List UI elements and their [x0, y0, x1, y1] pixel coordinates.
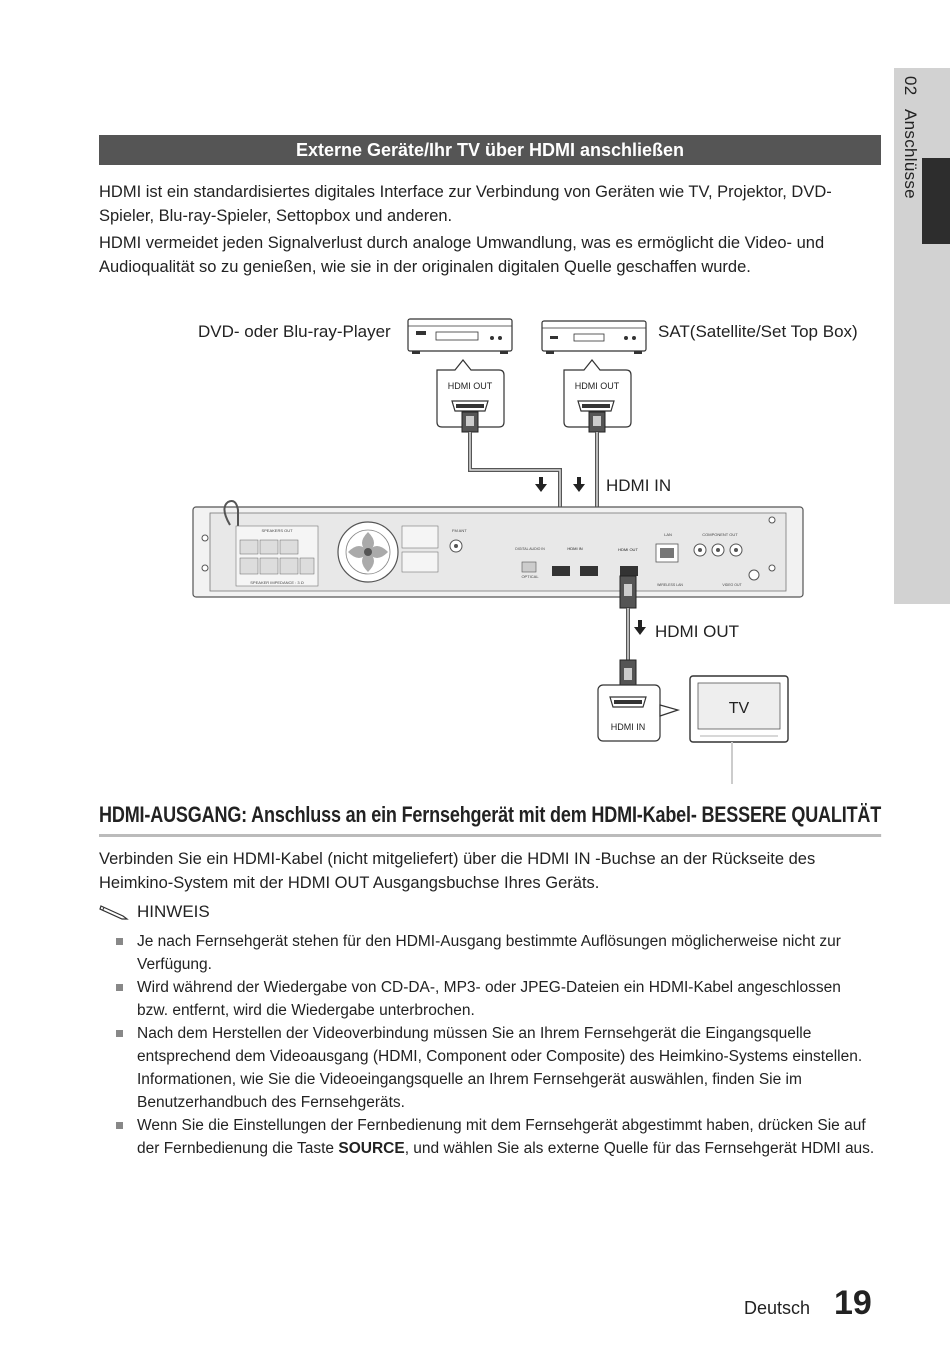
dvd-player-icon: [408, 319, 512, 354]
note-item: Wenn Sie die Einstellungen der Fernbedienung mit dem Fernsehgerät abgestimmt haben, drücken Sie auf der Fernbedienung die Taste SOURCE, und wählen Sie als externe Quelle für das Fernsehgerät HDMI aus.: [116, 1114, 876, 1160]
chapter-marker: [922, 158, 950, 244]
tv-icon: [690, 676, 788, 784]
wireless-lan-label: WIRELESS LAN: [657, 583, 683, 587]
lan-label: LAN: [664, 532, 672, 537]
intro-paragraph-1: HDMI ist ein standardisiertes digitales Interface zur Verbindung von Geräten wie TV, Projektor, DVD-Spieler, Blu-ray-Spieler, Settopbox und anderen.: [99, 183, 832, 225]
fm-ant-label: FM ANT: [452, 528, 467, 533]
note-heading: [99, 902, 210, 922]
digital-audio-in-label: DIGITAL AUDIO IN: [515, 547, 545, 551]
pencil-icon: [99, 903, 129, 921]
note-title: HINWEIS: [137, 902, 210, 921]
body-text: Verbinden Sie ein HDMI-Kabel (nicht mitgeliefert) über die HDMI IN -Buchse an der Rückseite des Heimkino-System mit der HDMI OUT Ausgangsbuchse Ihres Geräts.: [99, 850, 816, 892]
page-number: 19: [834, 1284, 872, 1322]
unit-hdmi-out-label: HDMI OUT: [618, 547, 638, 552]
chapter-title: Anschlüsse: [901, 108, 920, 199]
hdmi-in-label: HDMI IN: [606, 476, 672, 495]
impedance-label: SPEAKER IMPEDANCE : 3 Ω: [250, 580, 304, 585]
speakers-out-label: SPEAKERS OUT: [261, 528, 293, 533]
arrow-down-icon: [535, 477, 547, 492]
source-key-label: SOURCE: [338, 1140, 405, 1157]
tv-hdmi-in-callout: [598, 685, 678, 741]
arrow-down-icon: [573, 477, 585, 492]
subsection-heading: HDMI-AUSGANG: Anschluss an ein Fernsehgerät mit dem HDMI-Kabel- BESSERE QUALITÄT: [99, 802, 881, 837]
fan-icon: [338, 522, 398, 582]
section-title: Externe Geräte/Ihr TV über HDMI anschließen: [99, 135, 881, 165]
note-item: Nach dem Herstellen der Videoverbindung müssen Sie an Ihrem Fernsehgerät die Eingangsquelle entsprechend dem Videoausgang (HDMI, Component oder Composite) des Heimkino-Systems einstellen. Informationen, wie Sie die Videoeingangsquelle an Ihrem Fernsehgerät auswählen, finden Sie im Benutzerhandbuch des Fernsehgeräts.: [116, 1022, 876, 1114]
dvd-player-label: DVD- oder Blu-ray-Player: [198, 322, 391, 341]
component-out-label: COMPONENT OUT: [702, 532, 738, 537]
note-item: Wird während der Wiedergabe von CD-DA-, MP3- oder JPEG-Dateien ein HDMI-Kabel angeschlossen bzw. entfernt, wird die Wiedergabe unterbrochen.: [116, 976, 876, 1022]
chapter-label: [896, 76, 920, 236]
hdmi-cable-3: [620, 576, 636, 690]
sat-box-icon: [542, 321, 646, 354]
home-theater-unit: [193, 501, 803, 597]
sat-port-label: HDMI OUT: [574, 381, 620, 391]
optical-label: OPTICAL: [521, 574, 539, 579]
intro-paragraph-2: HDMI vermeidet jeden Signalverlust durch analoge Umwandlung, was es ermöglicht die Video- und Audioqualität so zu genießen, wie sie in der originalen digitalen Quelle geschaffen wurde.: [99, 234, 825, 276]
note-list: [116, 930, 876, 1160]
connection-diagram: [180, 300, 880, 790]
tv-port-label: HDMI IN: [610, 722, 646, 732]
sat-box-label: SAT(Satellite/Set Top Box): [658, 322, 858, 341]
hdmi-out-label: HDMI OUT: [655, 622, 740, 641]
arrow-down-icon: [634, 620, 646, 635]
tv-label: TV: [728, 700, 750, 717]
note-item: Je nach Fernsehgerät stehen für den HDMI-Ausgang bestimmte Auflösungen möglicherweise nicht zur Verfügung.: [116, 930, 876, 976]
footer-language: Deutsch: [744, 1298, 811, 1318]
dvd-port-label: HDMI OUT: [447, 381, 493, 391]
video-out-label: VIDEO OUT: [722, 583, 742, 587]
unit-hdmi-in-label: HDMI IN: [567, 546, 583, 551]
chapter-number: 02: [901, 76, 920, 96]
